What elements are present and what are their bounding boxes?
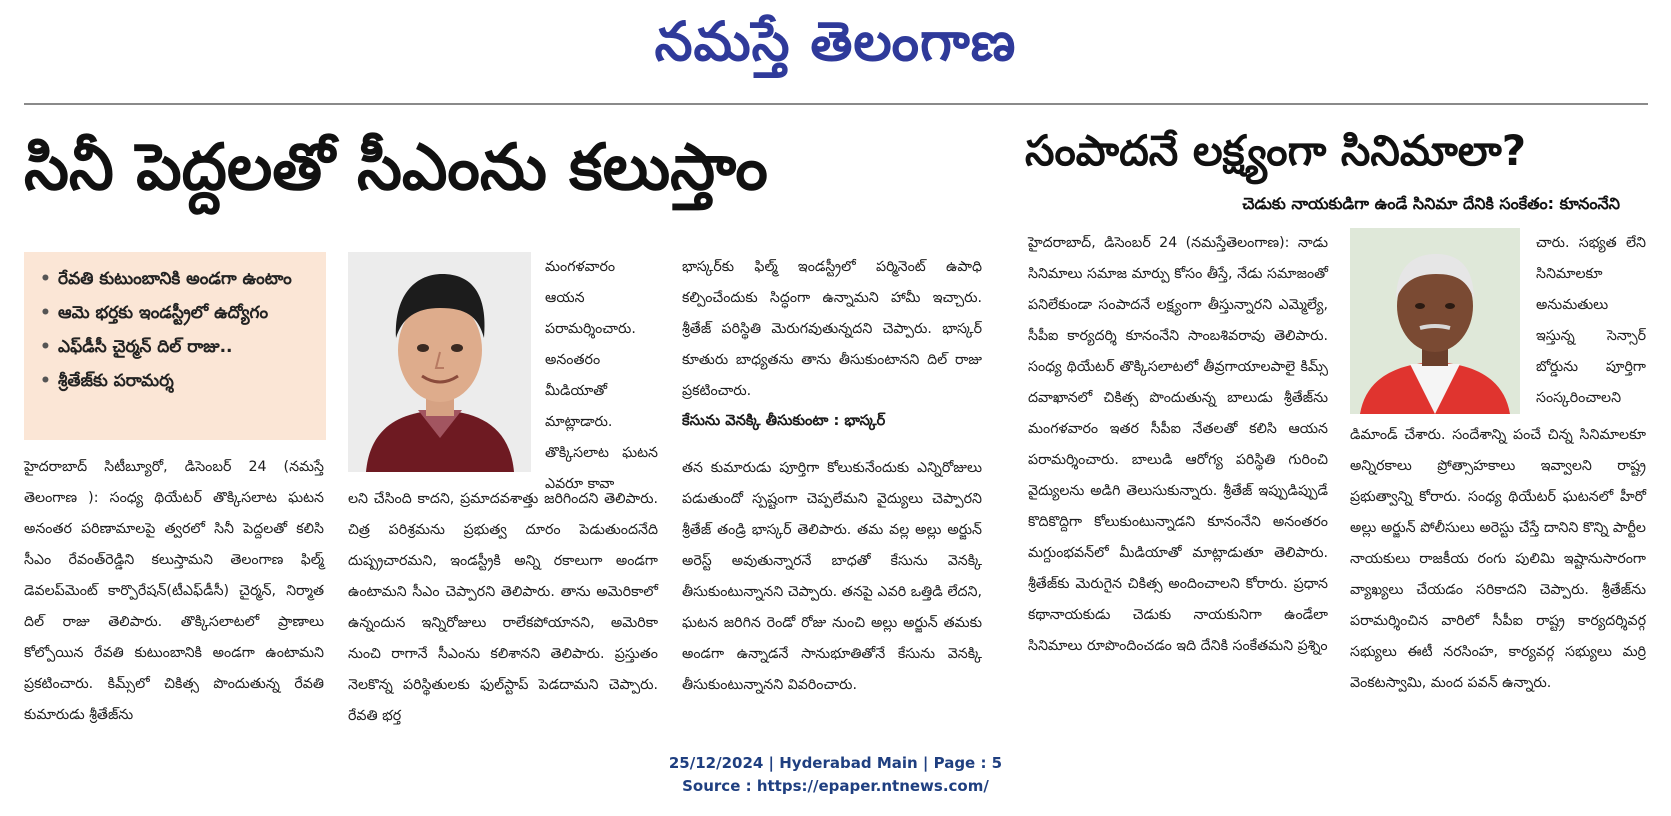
right-story-column-2-wrap (1536, 228, 1646, 414)
left-story-column-2 (348, 484, 658, 732)
highlight-item: • శ్రీతేజ్‌కు పరామర్శ (38, 364, 314, 398)
edition-info: 25/12/2024 | Hyderabad Main | Page : 5 (668, 754, 1003, 772)
left-story-highlights (24, 252, 326, 440)
right-story-headline: సంపాదనే లక్ష్యంగా సినిమాలా? (1025, 126, 1527, 175)
masthead-divider (24, 103, 1648, 105)
paragraph: మంగళవారం ఆయన పరామర్శించారు. అనంతరం మీడియాతో మాట్లాడారు. తొక్కిసలాట ఘటన ఎవరూ కావా (545, 259, 658, 492)
highlight-item: • రేవతి కుటుంబానికి అండగా ఉంటాం (38, 262, 314, 296)
paragraph: తన కుమారుడు పూర్తిగా కోలుకునేందుకు ఎన్నిరోజులు పడుతుందో స్పష్టంగా చెప్పలేమని వైద్యులు చెప్పారని శ్రీతేజ్ తండ్రి భాస్కర్ తెలిపారు. తమ వల్ల అల్లు అర్జున్ అరెస్ట్ అవుతున్నారనే బాధతో కేసును వెనక్కి తీసుకుంటున్నానని చెప్పారు. తనపై ఎవరి ఒత్తిడి లేదని, ఘటన జరిగిన రెండో రోజు నుంచి అల్లు అర్జున్ తమకు అండగా ఉన్నాడనే సానుభూతితోనే కేసును వెనక్కి తీసుకుంటున్నానని వివరించారు. (682, 460, 982, 693)
paragraph: హైదరాబాద్, డిసెంబర్ 24 (నమస్తేతెలంగాణ): నాడు సినిమాలు సమాజ మార్పు కోసం తీస్తే, నేడు సమాజంతో పనిలేకుండా సంపాదనే లక్ష్యంగా తీస్తున్నారని ఎమ్మెల్యే, సీపీఐ కార్యదర్శి కూనంనేని సాంబశివరావు తెలిపారు. సంధ్య థియేటర్ తొక్కిసలాటలో తీవ్రగాయాలపాలై కిమ్స్ దవాఖానలో చికిత్స పొందుతున్న బాలుడు శ్రీతేజ్‌ను మంగళవారం ఇతర సీపీఐ నేతలతో కలిసి ఆయన పరామర్శించారు. బాలుడి ఆరోగ్య పరిస్థితి గురించి వైద్యులను అడిగి తెలుసుకున్నారు. శ్రీతేజ్ ఇప్పుడిప్పుడే కొదికొద్దిగా కోలుకుంటున్నాడని కూనంనేని అనంతరం మగ్దుంభవన్‌లో మీడియాతో మాట్లాడుతూ తెలిపారు. శ్రీతేజ్‌కు మెరుగైన చికిత్స అందించాలని కోరారు. ప్రధాన కథానాయకుడు చెడుకు నాయకునిగా ఉండేలా సినిమాలు రూపొందించడం ఇది దేనికి సంకేతమని ప్రశ్నిం (1028, 235, 1328, 654)
portrait-elder-man-icon (1350, 228, 1520, 414)
masthead (0, 0, 1671, 100)
page-footer (0, 752, 1671, 798)
kunamneni-photo (1350, 228, 1520, 414)
paragraph: డిమాండ్ చేశారు. సందేశాన్ని పంచే చిన్న సినిమాలకూ అన్నిరకాలు ప్రోత్సాహకాలు ఇవ్వాలని రాష్ట్ర ప్రభుత్వాన్ని కోరారు. సంధ్య థియేటర్ ఘటనలో హీరో అల్లు అర్జున్ పోలీసులు అరెస్టు చేస్తే దానిని కొన్ని పార్టీల నాయకులు రాజకీయ రంగు పులిమి ఇష్టానుసారంగా వ్యాఖ్యలు చేయడం సరికాదని చెప్పారు. శ్రీతేజ్‌ను పరామర్శించిన వారిలో సీపీఐ రాష్ట్ర కార్యదర్శివర్గ సభ్యులు ఈటీ నరసింహ, కార్యవర్గ సభ్యులు మర్రి వెంకటస్వామి, మంద పవన్ ఉన్నారు. (1350, 427, 1646, 691)
paragraph: లని చేసింది కాదని, ప్రమాదవశాత్తు జరిగిందని తెలిపారు. చిత్ర పరిశ్రమను ప్రభుత్వ దూరం పెడుతుందనేది దుష్ప్రచారమని, ఇండస్ట్రీకి అన్ని రకాలుగా అండగా ఉంటామని సీఎం చెప్పారని తెలిపారు. తాను అమెరికాలో ఉన్నందున ఇన్నిరోజులు రాలేకపోయానని, అమెరికా నుంచి రాగానే సీఎంను కలిశానని తెలిపారు. ప్రస్తుతం నెలకొన్న పరిస్థితులకు ఫుల్‌స్టాప్ పెడదామని చెప్పారు. రేవతి భర్త (348, 491, 658, 724)
dil-raju-photo (348, 252, 531, 472)
left-story-column-3b (682, 453, 982, 701)
paragraph: చారు. సభ్యత లేని సినిమాలకూ అనుమతులు ఇస్తున్న సెన్సార్ బోర్డును పూర్తిగా సంస్కరించాలని (1536, 235, 1646, 406)
left-story-column-3 (682, 252, 982, 407)
source-link[interactable]: Source : https://epaper.ntnews.com/ (682, 777, 989, 795)
paragraph: భాస్కర్‌కు ఫిల్మ్ ఇండస్ట్రీలో పర్మినెంట్ ఉపాధి కల్పించేందుకు సిద్ధంగా ఉన్నామని హామీ ఇచ్చారు. శ్రీతేజ్ పరిస్థితి మెరుగవుతున్నదని చెప్పారు. భాస్కర్ కూతురు బాధ్యతను తాను తీసుకుంటానని దిల్ రాజు ప్రకటించారు. (682, 259, 982, 399)
paragraph: హైదరాబాద్ సిటీబ్యూరో, డిసెంబర్ 24 (నమస్తే తెలంగాణ ): సంధ్య థియేటర్ తొక్కిసలాట ఘటన అనంతర పరిణామాలపై త్వరలో సినీ పెద్దలతో కలిసి సీఎం రేవంత్‌రెడ్డిని కలుస్తామని తెలంగాణ ఫిల్మ్ డెవలప్‌మెంట్ కార్పొరేషన్(టీఎఫ్‌డీసీ) చైర్మన్, నిర్మాత దిల్ రాజు తెలిపారు. తొక్కిసలాటలో ప్రాణాలు కోల్పోయిన రేవతి కుటుంబానికి అండగా ఉంటామని ప్రకటించారు. కిమ్స్‌లో చికిత్స పొందుతున్న రేవతి కుమారుడు శ్రీతేజ్‌ను (24, 459, 324, 723)
highlight-item: • ఎఫ్‌డీసీ చైర్మన్ దిల్ రాజు.. (38, 330, 314, 364)
left-story-headline: సినీ పెద్దలతో సీఎంను కలుస్తాం (24, 131, 768, 205)
portrait-man-icon (348, 252, 531, 472)
masthead-logo: నమస్తే తెలంగాణ (654, 10, 1017, 73)
right-story-column-1 (1028, 228, 1328, 662)
left-story-subheading: కేసును వెనక్కి తీసుకుంటా : భాస్కర్ (682, 412, 886, 429)
right-story-subheadline: చెడుకు నాయకుడిగా ఉండే సినిమా దేనికి సంకేతం: కూనంనేని (1242, 194, 1620, 213)
left-story-column-2-wrap (545, 252, 658, 500)
left-story-column-1 (24, 452, 324, 731)
right-story-column-2 (1350, 420, 1646, 699)
highlight-item: • ఆమె భర్తకు ఇండస్ట్రీలో ఉద్యోగం (38, 296, 314, 330)
